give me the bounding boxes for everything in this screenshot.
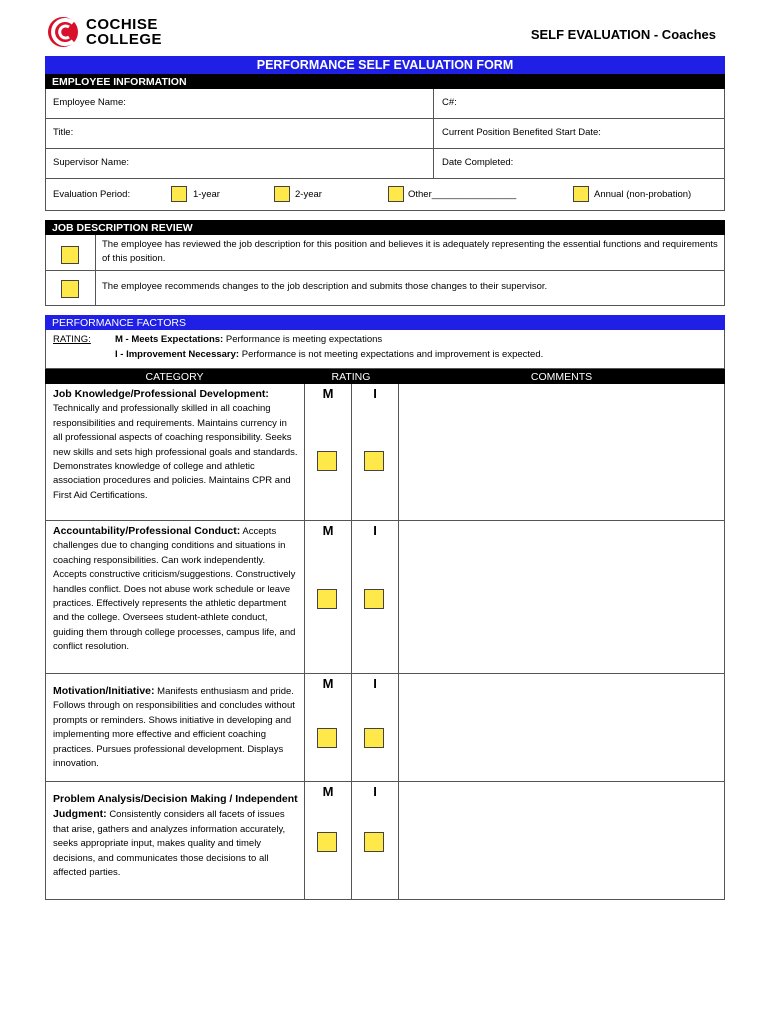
meets-checkbox[interactable] [317, 589, 337, 609]
improve-rating-cell [352, 674, 399, 781]
improve-label: I [373, 784, 377, 799]
category-cell [46, 782, 305, 899]
job-description-row-2 [46, 271, 724, 305]
improve-checkbox[interactable] [364, 589, 384, 609]
evaluation-period-row [45, 179, 725, 211]
category-description: Accepts challenges due to changing conditions and situations in coaching responsibilities. Can work independently. Accepts constructive criticism/suggestions. Constructively handles conflict. Does not abuse work schedule or leave practices. Effectively represents the athletic department and the college. Oversees student-athlete conduct, guiding them through college processes, campus life, and conflict resolution. [53, 526, 296, 653]
meets-checkbox[interactable] [317, 832, 337, 852]
category-description: Manifests enthusiasm and pride. Follows through on responsibilities and concludes without prompts or reminders. Shows initiative in developing and implementing more effective and efficient coaching practices. Pursues professional development. Displays innovation. [53, 686, 295, 770]
annual-label: Annual (non-probation) [594, 189, 692, 200]
jd-changes-checkbox[interactable] [61, 280, 79, 298]
improve-label: I [373, 386, 377, 401]
performance-factors-heading: PERFORMANCE FACTORS [45, 315, 725, 330]
category-title: Job Knowledge/Professional Development: [53, 388, 269, 400]
category-row-problem-analysis [45, 782, 725, 900]
category-row-accountability [45, 521, 725, 674]
meets-rating-cell [305, 521, 352, 673]
title-field[interactable]: Title: [46, 119, 434, 148]
meets-rating-cell [305, 782, 352, 899]
improve-rating-cell [352, 782, 399, 899]
jd-adequate-checkbox[interactable] [61, 246, 79, 264]
rating-label: RATING: [53, 334, 91, 345]
improve-checkbox[interactable] [364, 832, 384, 852]
category-description: Technically and professionally skilled in all coaching responsibilities and requirements. Maintains currency in all professional aspects of coaching responsibility. Seeks new skills and sets high professional goals and standards. Demonstrates knowledge of college and athletic association procedures and policies. Maintains CPR and First Aid Certifications. [53, 403, 298, 501]
category-title: Accountability/Professional Conduct: [53, 525, 241, 537]
job-description-row-1 [46, 235, 724, 271]
meets-desc: Performance is meeting expectations [225, 334, 383, 345]
meets-label: M [322, 386, 334, 401]
two-year-label: 2-year [295, 189, 322, 200]
improve-rating-cell [352, 521, 399, 673]
category-title: Motivation/Initiative: [53, 685, 155, 697]
rating-column-header: RATING [331, 371, 371, 383]
annual-checkbox[interactable] [573, 186, 589, 202]
benefited-date-field[interactable]: Current Position Benefited Start Date: [442, 127, 601, 138]
meets-label: M [322, 676, 334, 691]
other-checkbox[interactable] [388, 186, 404, 202]
improve-key-line [115, 349, 543, 360]
supervisor-row [45, 149, 725, 179]
job-description-heading: JOB DESCRIPTION REVIEW [45, 220, 725, 235]
meets-key: M - Meets Expectations: [115, 334, 224, 345]
document-title: SELF EVALUATION - Coaches [530, 27, 716, 42]
date-completed-field[interactable]: Date Completed: [442, 157, 514, 168]
improve-key: I - Improvement Necessary: [115, 349, 240, 360]
employee-name-field[interactable]: Employee Name: [46, 89, 434, 118]
meets-label: M [322, 784, 334, 799]
one-year-label: 1-year [193, 189, 220, 200]
jd-adequate-statement: The employee has reviewed the job description for this position and believes it is adequately representing the essential functions and requirements of this position. [102, 239, 718, 264]
comments-field[interactable] [399, 782, 724, 899]
other-label: Other________________ [408, 189, 517, 200]
meets-label: M [322, 523, 334, 538]
supervisor-name-field[interactable]: Supervisor Name: [46, 149, 434, 178]
meets-rating-cell [305, 384, 352, 520]
improve-label: I [373, 676, 377, 691]
category-column-header: CATEGORY [145, 371, 204, 383]
rating-key [45, 330, 725, 369]
meets-checkbox[interactable] [317, 451, 337, 471]
evaluation-period-label: Evaluation Period: [53, 189, 131, 200]
college-logo-icon [46, 14, 82, 50]
logo-text-top: COCHISE [86, 16, 158, 33]
meets-rating-cell [305, 674, 352, 781]
improve-checkbox[interactable] [364, 728, 384, 748]
category-table-header [45, 369, 725, 384]
category-description: Consistently considers all facets of issues that arise, gathers and analyzes information accurately, seeks appropriate input, makes quality and timely decisions, and communicates those decisions to all affected parties. [53, 809, 286, 879]
meets-checkbox[interactable] [317, 728, 337, 748]
improve-label: I [373, 523, 377, 538]
college-logo [46, 14, 176, 50]
job-description-section [45, 235, 725, 306]
comments-field[interactable] [399, 674, 724, 781]
comments-field[interactable] [399, 521, 724, 673]
category-cell [46, 674, 305, 781]
category-title: Problem Analysis/Decision Making / Independent Judgment: [53, 793, 298, 821]
employee-info-heading: EMPLOYEE INFORMATION [45, 74, 725, 89]
comments-field[interactable] [399, 384, 724, 520]
jd-changes-statement: The employee recommends changes to the job description and submits those changes to their supervisor. [102, 281, 548, 292]
c-number-field[interactable]: C#: [442, 97, 457, 108]
category-cell [46, 384, 305, 520]
meets-key-line [115, 334, 382, 345]
improve-desc: Performance is not meeting expectations and improvement is expected. [241, 349, 544, 360]
title-row [45, 119, 725, 149]
comments-column-header: COMMENTS [530, 371, 593, 383]
logo-text-bottom: COLLEGE [86, 31, 163, 48]
employee-name-row [45, 89, 725, 119]
improve-checkbox[interactable] [364, 451, 384, 471]
improve-rating-cell [352, 384, 399, 520]
two-year-checkbox[interactable] [274, 186, 290, 202]
category-row-job-knowledge [45, 384, 725, 521]
form-title: PERFORMANCE SELF EVALUATION FORM [45, 56, 725, 74]
one-year-checkbox[interactable] [171, 186, 187, 202]
category-row-motivation [45, 674, 725, 782]
evaluation-form [45, 56, 725, 900]
category-cell [46, 521, 305, 673]
